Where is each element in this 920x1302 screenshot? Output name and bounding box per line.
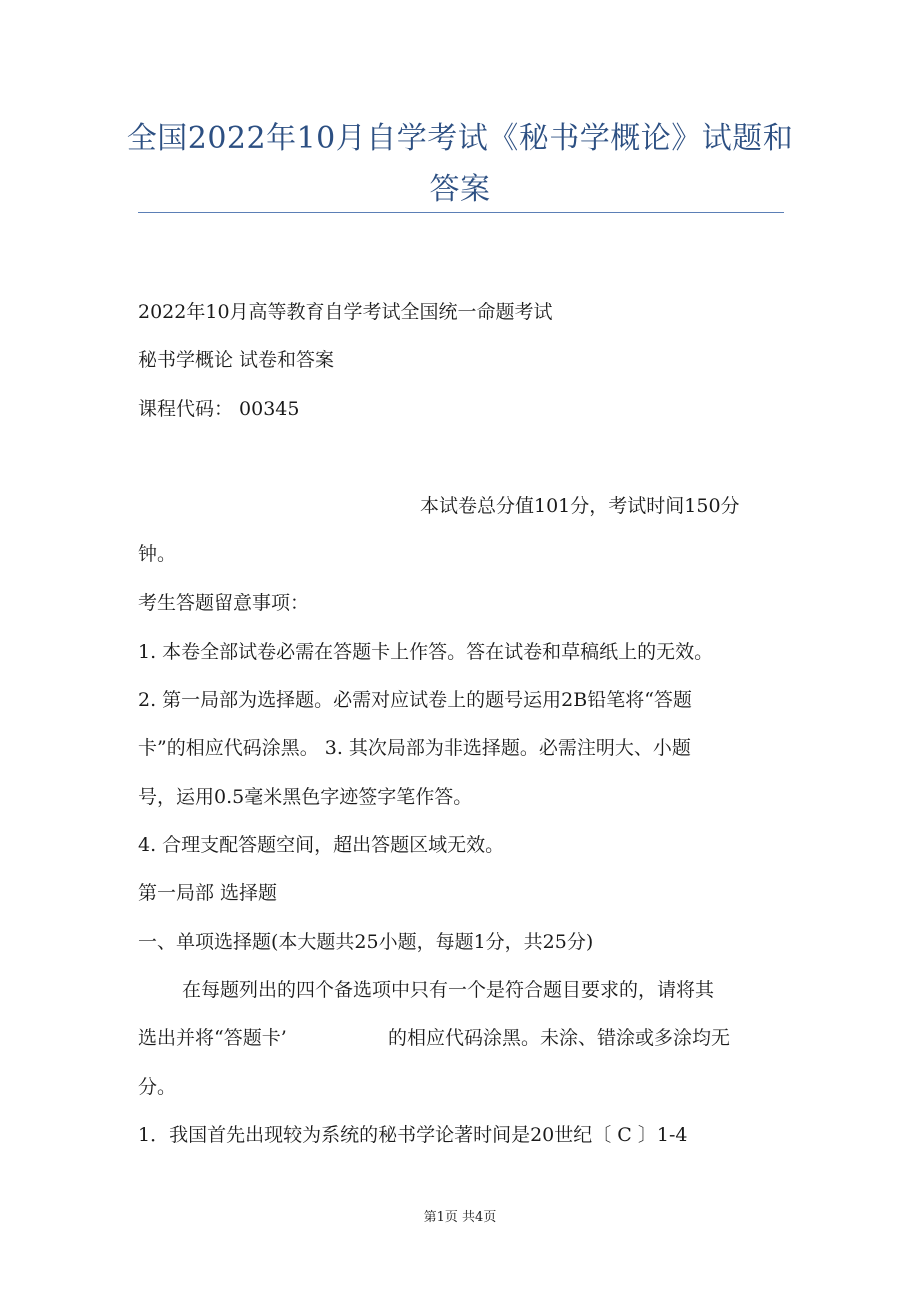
instruction-line-2a: 选出并将“答题卡’ <box>138 1027 287 1049</box>
course-code: 课程代码： 00345 <box>138 398 300 420</box>
instruction-line-2b: 的相应代码涂黑。未涂、错涂或多涂均无 <box>388 1027 731 1049</box>
question-1: 1．我国首先出现较为系统的秘书学论著时间是20世纪〔 C 〕1-4 <box>138 1124 688 1146</box>
notice-item-2-line-3: 号，运用0.5毫米黑色字迹签字笔作答。 <box>138 786 473 808</box>
notice-heading: 考生答题留意事项： <box>138 592 310 614</box>
total-score-line-1: 本试卷总分值101分，考试时间150分 <box>420 495 740 517</box>
section-1-heading: 一、单项选择题(本大题共25小题，每题1分，共25分) <box>138 931 594 953</box>
instruction-line-3: 分。 <box>138 1076 177 1098</box>
instruction-line-1: 在每题列出的四个备选项中只有一个是符合题目要求的，请将其 <box>182 979 715 1001</box>
subject-line: 秘书学概论 试卷和答案 <box>138 349 335 371</box>
notice-item-1: 1. 本卷全部试卷必需在答题卡上作答。答在试卷和草稿纸上的无效。 <box>138 641 714 663</box>
part-1-heading: 第一局部 选择题 <box>138 882 278 904</box>
document-title-line-1: 全国2022年10月自学考试《秘书学概论》试题和 <box>126 121 794 156</box>
document-title-line-2: 答案 <box>429 172 491 207</box>
total-score-line-2: 钟。 <box>138 543 177 565</box>
notice-item-4: 4. 合理支配答题空间，超出答题区域无效。 <box>138 834 505 856</box>
notice-item-2-line-2: 卡”的相应代码涂黑。 3. 其次局部为非选择题。必需注明大、小题 <box>138 737 691 759</box>
title-divider <box>138 212 784 213</box>
notice-item-2-line-1: 2. 第一局部为选择题。必需对应试卷上的题号运用2B铅笔将“答题 <box>138 689 692 711</box>
exam-name: 2022年10月高等教育自学考试全国统一命题考试 <box>138 301 553 323</box>
page-footer: 第1页 共4页 <box>423 1210 497 1225</box>
